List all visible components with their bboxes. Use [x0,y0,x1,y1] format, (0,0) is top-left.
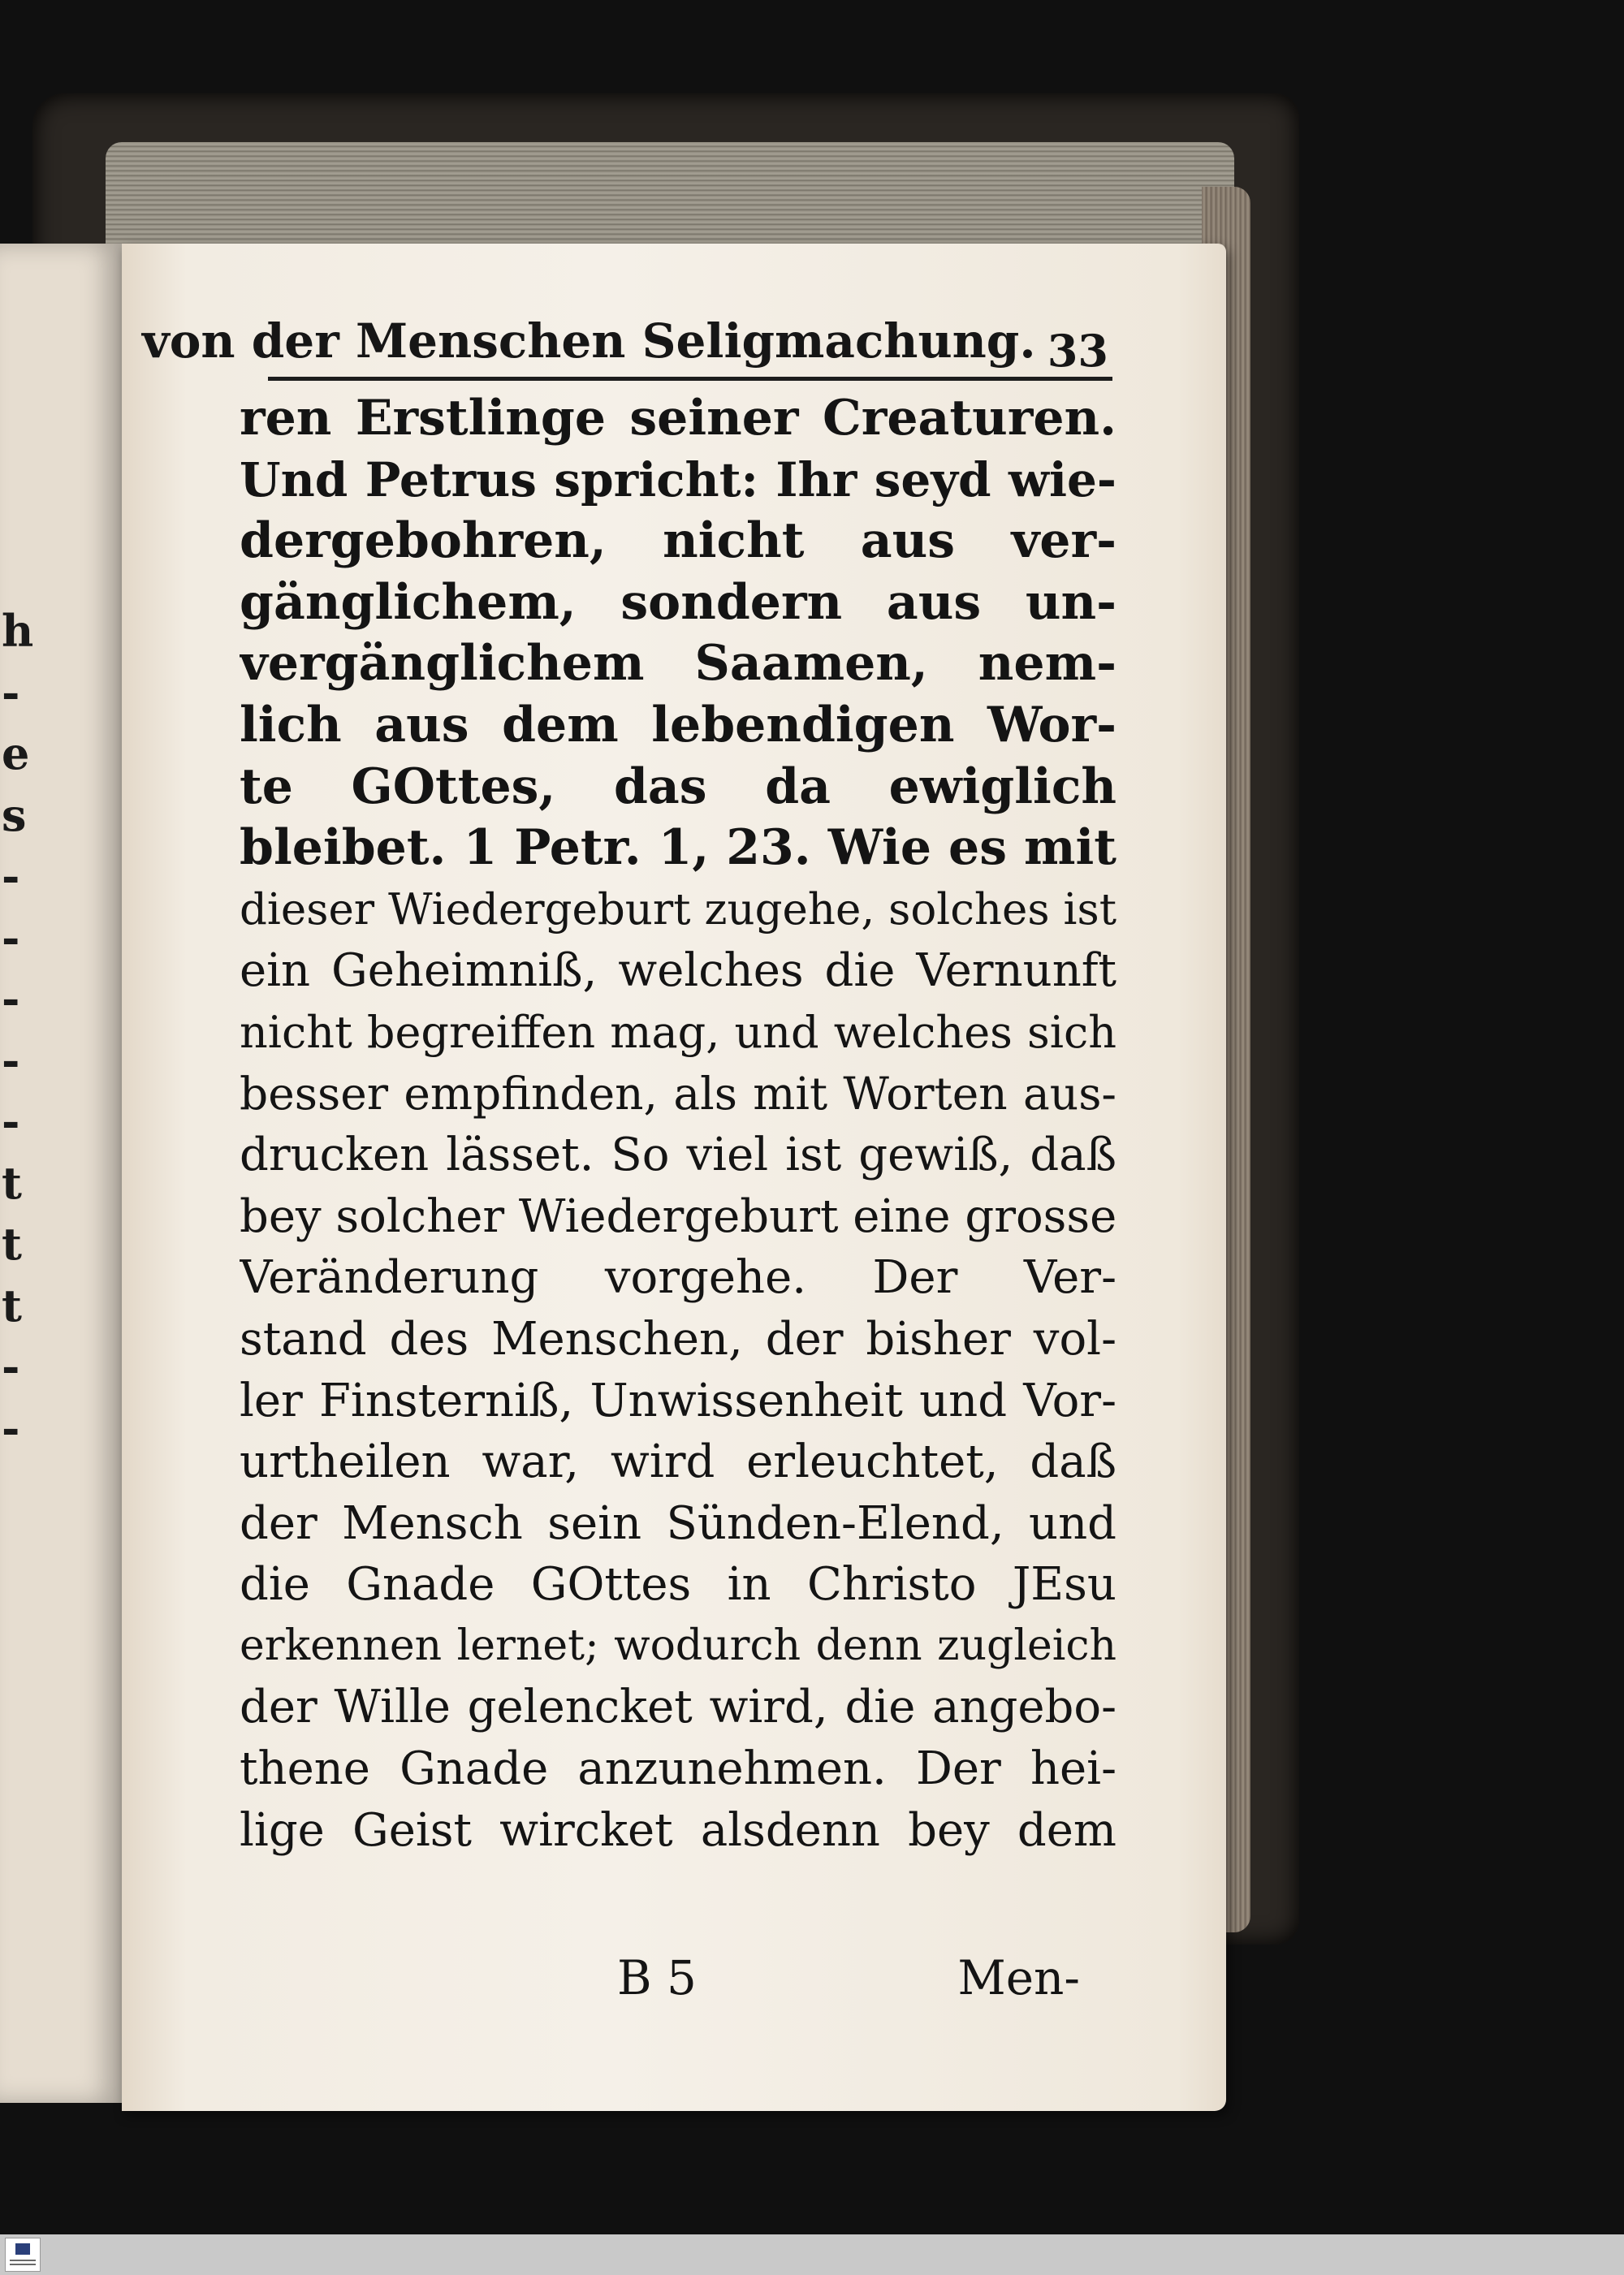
running-title: von der Menschen Seligmachung. [142,313,1036,369]
left-page-fragment: t [2,1156,22,1209]
left-page [0,244,122,2103]
text-line: bey solcher Wiedergeburt eine grosse [240,1189,1116,1243]
text-line: vergänglichem Saamen, nem- [240,635,1116,693]
text-line: die Gnade GOttes in Christo JEsu [240,1558,1116,1612]
text-line: dergebohren, nicht aus ver- [240,512,1116,570]
text-line: erkennen lernet; wodurch denn zugleich [240,1621,1116,1670]
left-page-fragment: e [2,727,30,779]
text-line: der Mensch sein Sünden-Elend, und [240,1496,1116,1550]
left-page-fragment: t [2,1218,22,1270]
left-page-text-fragments [2,601,34,1459]
text-line: ein Geheimniß, welches die Vernunft [240,944,1116,998]
text-line: Und Petrus spricht: Ihr seyd wie- [240,451,1116,507]
catchword: Men- [957,1950,1080,2005]
left-page-fragment: h [2,605,34,657]
left-page-fragment: - [2,911,20,964]
text-line: lich aus dem lebendigen Wor- [240,696,1116,753]
running-head [142,313,1116,377]
text-line: Veränderung vorgehe. Der Ver- [240,1251,1116,1305]
text-line: te GOttes, das da ewiglich [240,758,1116,815]
body-text [240,388,1116,1861]
text-line: urtheilen war, wird erleuchtet, daß [240,1435,1116,1489]
left-page-fragment: - [2,973,20,1025]
page-number: 33 [1047,325,1108,377]
text-line: gänglichem, sondern aus un- [240,573,1116,631]
text-line: stand des Menschen, der bisher vol- [240,1312,1116,1366]
text-line: besser empfinden, als mit Worten aus- [240,1067,1116,1120]
text-line: der Wille gelencket wird, die angebo- [240,1681,1116,1734]
left-page-fragment: s [2,788,27,841]
text-line: ler Finsterniß, Unwissenheit und Vor- [240,1374,1116,1427]
viewer-bottom-bar [0,2234,1624,2275]
left-page-fragment: - [2,1034,20,1086]
page-edges-top [106,142,1234,244]
left-page-fragment: - [2,850,20,902]
text-line: thene Gnade anzunehmen. Der hei- [240,1742,1116,1796]
text-line: ren Erstlinge seiner Creaturen. [240,390,1116,447]
left-page-fragment: - [2,666,20,719]
text-line: lige Geist wircket alsdenn bey dem [240,1803,1116,1857]
text-line: dieser Wiedergeburt zugehe, solches ist [240,884,1116,935]
text-line: drucken lässet. So viel ist gewiß, daß [240,1129,1116,1182]
catchline [617,1950,1104,2015]
text-line: nicht begreiffen mag, und welches sich [240,1006,1116,1058]
left-page-fragment: t [2,1279,22,1332]
left-page-fragment: - [2,1340,20,1392]
left-page-fragment: - [2,1095,20,1147]
library-logo-icon [5,2238,41,2272]
header-rule [268,377,1112,381]
signature-mark: B 5 [617,1950,697,2005]
text-line: bleibet. 1 Petr. 1, 23. Wie es mit [240,819,1116,877]
left-page-fragment: - [2,1401,20,1454]
